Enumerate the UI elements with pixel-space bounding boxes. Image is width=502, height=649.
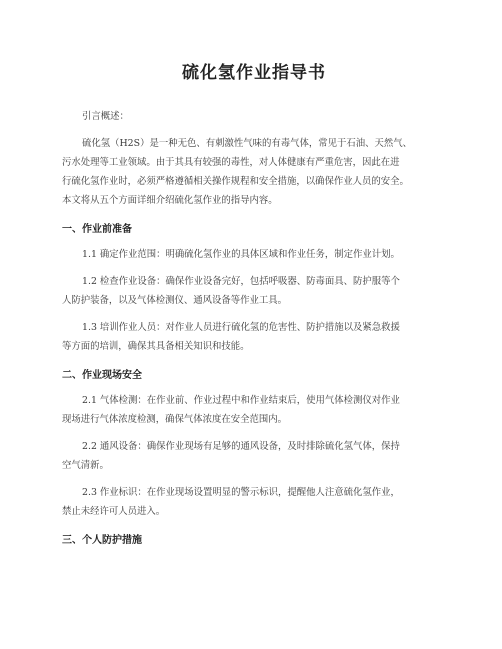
section-item (62, 391, 446, 429)
section-item (62, 272, 446, 310)
intro-line: 硫化氢（H2S）是一种无色、有刺激性气味的有毒气体，常见于石油、天然气、 (82, 138, 412, 149)
section-item (62, 483, 446, 521)
intro-line: 污水处理等工业领域。由于其具有较强的毒性，对人体健康有严重危害，因此在进 (62, 157, 400, 168)
section-heading: 一、作业前准备 (62, 224, 132, 235)
item-line: 2.3 作业标识：在作业现场设置明显的警示标识，提醒他人注意硫化氢作业， (82, 487, 400, 498)
item-line: 2.1 气体检测：在作业前、作业过程中和作业结束后，使用气体检测仪对作业 (82, 395, 400, 406)
section-1 (62, 220, 446, 356)
item-line: 2.2 通风设备：确保作业现场有足够的通风设备，及时排除硫化氢气体，保持 (82, 441, 400, 452)
item-line: 人防护装备，以及气体检测仪、通风设备等作业工具。 (62, 295, 288, 306)
item-line: 1.2 检查作业设备：确保作业设备完好，包括呼吸器、防毒面具、防护服等个 (82, 276, 400, 287)
intro-label: 引言概述： (82, 111, 129, 122)
item-line: 现场进行气体浓度检测，确保气体浓度在安全范围内。 (62, 414, 288, 425)
section-3 (62, 531, 446, 546)
section-item (62, 437, 446, 475)
document-title: 硫化氢作业指导书 (182, 63, 326, 83)
section-item (62, 245, 446, 264)
section-heading: 三、个人防护措施 (62, 535, 142, 546)
intro-line: 行硫化氢作业时，必须严格遵循相关操作规程和安全措施，以确保作业人员的安全。 (62, 176, 409, 187)
intro-line: 本文将从五个方面详细介绍硫化氢作业的指导内容。 (62, 195, 278, 206)
section-2 (62, 366, 446, 521)
item-line: 禁止未经许可人员进入。 (62, 506, 166, 517)
item-line: 空气清新。 (62, 460, 109, 471)
item-line: 等方面的培训，确保其具备相关知识和技能。 (62, 341, 250, 352)
item-line: 1.3 培训作业人员：对作业人员进行硫化氢的危害性、防护措施以及紧急救援 (82, 322, 400, 333)
section-item (62, 318, 446, 356)
item-line: 1.1 确定作业范围：明确硫化氢作业的具体区域和作业任务，制定作业计划。 (82, 249, 400, 260)
intro-paragraph (62, 134, 446, 210)
section-heading: 二、作业现场安全 (62, 370, 142, 381)
